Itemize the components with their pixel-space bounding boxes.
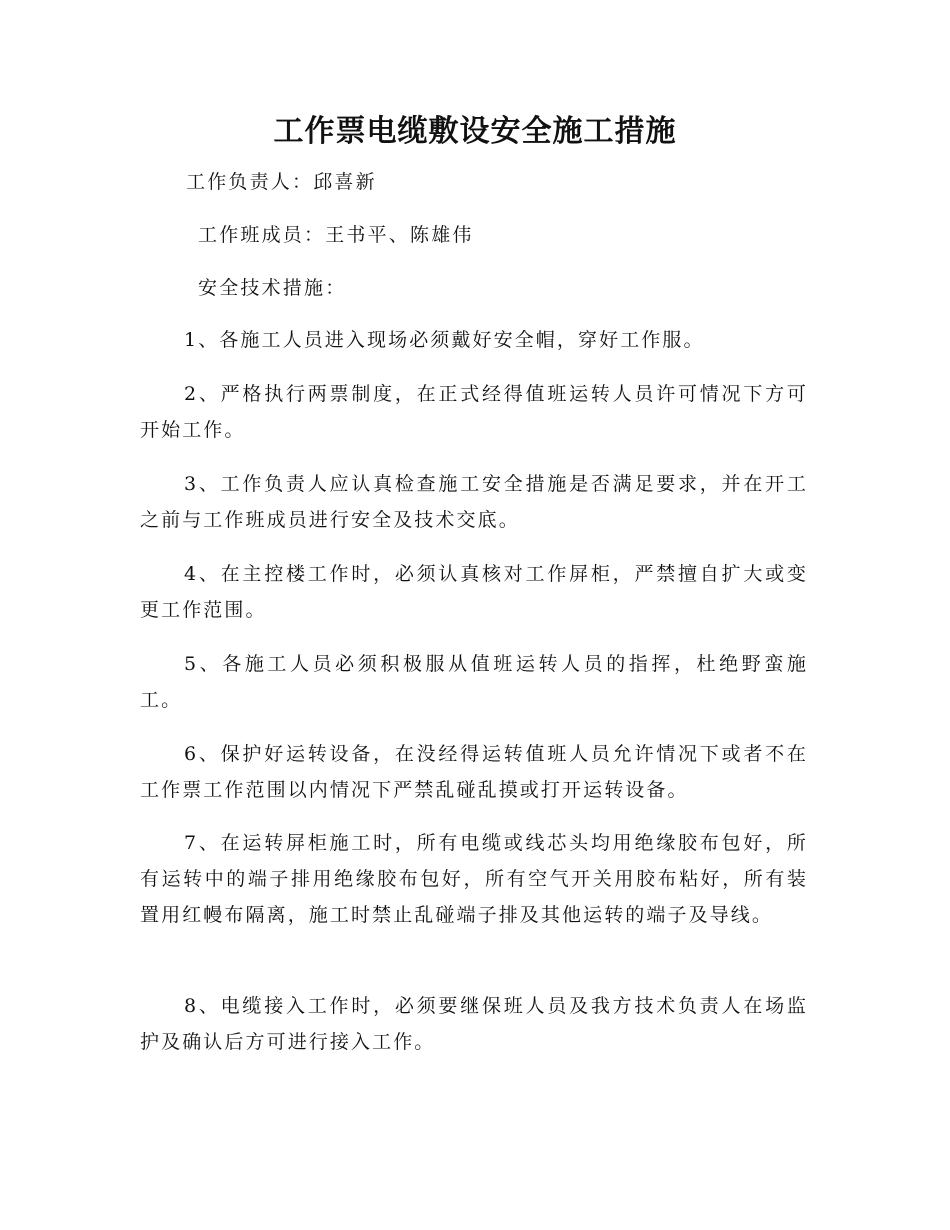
work-leader-line: 工作负责人：邱喜新 [186, 171, 377, 193]
measure-item-6: 6、保护好运转设备，在没经得运转值班人员允许情况下或者不在工作票工作范围以内情况下严禁乱碰乱摸或打开运转设备。 [140, 743, 808, 801]
measure-item-5: 5、各施工人员必须积极服从值班运转人员的指挥，杜绝野蛮施工。 [140, 653, 808, 711]
measure-item-8: 8、电缆接入工作时，必须要继保班人员及我方技术负责人在场监护及确认后方可进行接入工作。 [140, 995, 808, 1053]
measure-item-4: 4、在主控楼工作时，必须认真核对工作屏柜，严禁擅自扩大或变更工作范围。 [140, 563, 808, 621]
measure-item-7: 7、在运转屏柜施工时，所有电缆或线芯头均用绝缘胶布包好，所有运转中的端子排用绝缘胶布包好，所有空气开关用胶布粘好，所有装置用红幔布隔离，施工时禁止乱碰端子排及其他运转的端子及导线。 [140, 832, 808, 926]
safety-measures-heading: 安全技术措施： [198, 277, 347, 299]
work-team-members-line: 工作班成员：王书平、陈雄伟 [198, 224, 474, 246]
document-title: 工作票电缆敷设安全施工措施 [273, 114, 677, 149]
measure-item-3: 3、工作负责人应认真检查施工安全措施是否满足要求，并在开工之前与工作班成员进行安全及技术交底。 [140, 473, 808, 531]
measure-item-1: 1、各施工人员进入现场必须戴好安全帽，穿好工作服。 [184, 329, 705, 351]
measure-item-2: 2、严格执行两票制度，在正式经得值班运转人员许可情况下方可开始工作。 [140, 383, 808, 441]
